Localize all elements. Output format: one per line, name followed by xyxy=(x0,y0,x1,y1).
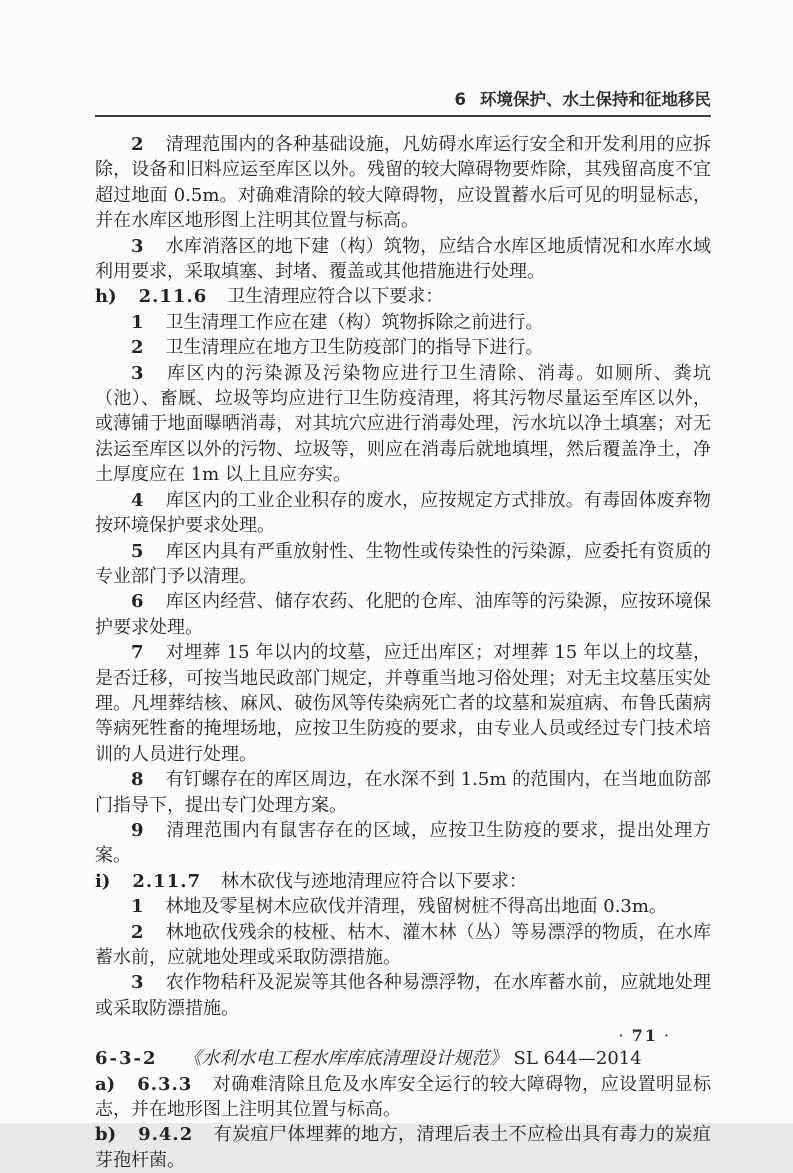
paragraph-number: 1 xyxy=(131,311,144,333)
clause-number: 9.4.2 xyxy=(138,1124,194,1146)
paragraph-text: 卫生清理应在地方卫生防疫部门的指导下进行。 xyxy=(165,337,544,359)
paragraph-text: 有钉螺存在的库区周边，在水深不到 1.5m 的范围内，在当地血防部门指导下，提出专门处理方案。 xyxy=(95,769,711,816)
chapter-title: 环境保护、水土保持和征地移民 xyxy=(480,90,711,109)
paragraph-text: 卫生清理工作应在建（构）筑物拆除之前进行。 xyxy=(165,311,544,333)
numbered-paragraph xyxy=(95,335,711,360)
standard-title: 《水利水电工程水库库底清理设计规范》 xyxy=(183,1048,508,1070)
paragraph-number: 7 xyxy=(131,642,144,664)
numbered-paragraph xyxy=(95,132,711,234)
paragraph-text: 对埋葬 15 年以内的坟墓，应迁出库区；对埋葬 15 年以上的坟墓，是否迁移，可按当地民政部门规定，并尊重当地习俗处理；对无主坟墓压实处理。凡埋葬结核、麻风、破伤风等传染病死亡者的坟墓和炭疽病、布鲁氏菌病等病死牲畜的掩埋场地，应按卫生防疫的要求，由专业人员或经过专门技术培训的人员进行处理。 xyxy=(95,642,711,765)
standard-reference-heading xyxy=(95,1046,711,1071)
clause-letter: i) xyxy=(95,870,111,892)
clause-number: 2.11.6 xyxy=(138,286,208,308)
clause-text: 有炭疽尸体埋葬的地方，清理后表土不应检出具有毒力的炭疽芽孢杆菌。 xyxy=(95,1124,711,1171)
clause-text: 卫生清理应符合以下要求： xyxy=(227,286,444,308)
text-block xyxy=(95,86,711,1173)
numbered-paragraph xyxy=(95,640,711,767)
paragraph-text: 库区内的污染源及污染物应进行卫生清除、消毒。如厕所、粪坑（池）、畜厩、垃圾等均应进行卫生防疫清理，将其污物尽量运至库区以外，或薄铺于地面曝晒消毒，对其坑穴应进行消毒处理，污水坑以净土填塞；对无法运至库区以外的污物、垃圾等，则应在消毒后就地填埋，然后覆盖净土，净土厚度应在 1m 以上且应夯实。 xyxy=(95,362,711,486)
numbered-paragraph xyxy=(95,361,711,488)
clause-number: 6.3.3 xyxy=(137,1073,193,1095)
clause-paragraph xyxy=(95,1072,711,1123)
numbered-paragraph xyxy=(95,920,711,971)
paragraph-number: 3 xyxy=(131,235,144,257)
numbered-paragraph xyxy=(95,310,711,335)
paragraph-number: 1 xyxy=(131,896,144,918)
body-text xyxy=(95,132,711,1173)
numbered-paragraph xyxy=(95,894,711,919)
numbered-paragraph xyxy=(95,488,711,539)
paragraph-number: 3 xyxy=(131,972,144,994)
clause-paragraph xyxy=(95,1122,711,1173)
paragraph-number: 2 xyxy=(131,337,144,359)
page-number-dot-right: · xyxy=(663,1026,671,1045)
paragraph-number: 6 xyxy=(131,591,144,613)
paragraph-text: 农作物秸秆及泥炭等其他各种易漂浮物，在水库蓄水前，应就地处理或采取防漂措施。 xyxy=(95,972,711,1019)
paragraph-text: 库区内经营、储存农药、化肥的仓库、油库等的污染源，应按环境保护要求处理。 xyxy=(95,591,711,638)
paragraph-text: 水库消落区的地下建（构）筑物，应结合水库区地质情况和水库水域利用要求，采取填塞、封堵、覆盖或其他措施进行处理。 xyxy=(95,235,711,283)
paragraph-text: 清理范围内有鼠害存在的区域，应按卫生防疫的要求，提出处理方案。 xyxy=(95,819,711,867)
paragraph-number: 2 xyxy=(131,134,144,155)
paragraph-text: 库区内具有严重放射性、生物性或传染性的污染源，应委托有资质的专业部门予以清理。 xyxy=(95,540,711,587)
clause-text: 对确难清除且危及水库安全运行的较大障碍物，应设置明显标志，并在地形图上注明其位置与标高。 xyxy=(95,1073,711,1121)
paragraph-number: 8 xyxy=(131,769,144,791)
clause-paragraph xyxy=(95,869,711,894)
paragraph-number: 3 xyxy=(131,362,144,384)
page-number xyxy=(613,1026,677,1045)
clause-letter: b) xyxy=(95,1124,117,1146)
numbered-paragraph xyxy=(95,767,711,818)
clause-text: 林木砍伐与迹地清理应符合以下要求： xyxy=(221,870,527,892)
numbered-paragraph xyxy=(95,234,711,285)
paragraph-number: 4 xyxy=(131,489,144,511)
paragraph-text: 库区内的工业企业积存的废水，应按规定方式排放。有毒固体废弃物按环境保护要求处理。 xyxy=(95,489,711,537)
paragraph-text: 清理范围内的各种基础设施，凡妨碍水库运行安全和开发利用的应拆除，设备和旧料应运至库区以外。残留的较大障碍物要炸除，其残留高度不宜超过地面 0.5m。对确难清除的较大障碍物，应设置蓄水后可见的明显标志，并在水库区地形图上注明其位置与标高。 xyxy=(95,134,711,232)
numbered-paragraph xyxy=(95,818,711,869)
numbered-paragraph xyxy=(95,539,711,590)
clause-paragraph xyxy=(95,284,711,309)
paragraph-number: 2 xyxy=(131,921,144,943)
paragraph-number: 5 xyxy=(131,540,144,562)
clause-letter: h) xyxy=(95,286,117,308)
numbered-paragraph xyxy=(95,970,711,1021)
page-number-value: 71 xyxy=(631,1026,658,1045)
running-header xyxy=(95,86,711,117)
paragraph-text: 林地砍伐残余的枝桠、枯木、灌木林（丛）等易漂浮的物质，在水库蓄水前，应就地处理或采取防漂措施。 xyxy=(95,921,711,968)
chapter-number: 6 xyxy=(454,90,466,109)
numbered-paragraph xyxy=(95,589,711,640)
clause-number: 2.11.7 xyxy=(132,870,201,892)
standard-code: SL 644—2014 xyxy=(513,1048,642,1070)
paragraph-text: 林地及零星树木应砍伐并清理，残留树桩不得高出地面 0.3m。 xyxy=(165,896,667,918)
paragraph-number: 9 xyxy=(131,819,144,841)
page-number-dot-left: · xyxy=(618,1026,626,1045)
clause-letter: a) xyxy=(95,1073,116,1095)
standard-item-number: 6-3-2 xyxy=(95,1048,158,1070)
